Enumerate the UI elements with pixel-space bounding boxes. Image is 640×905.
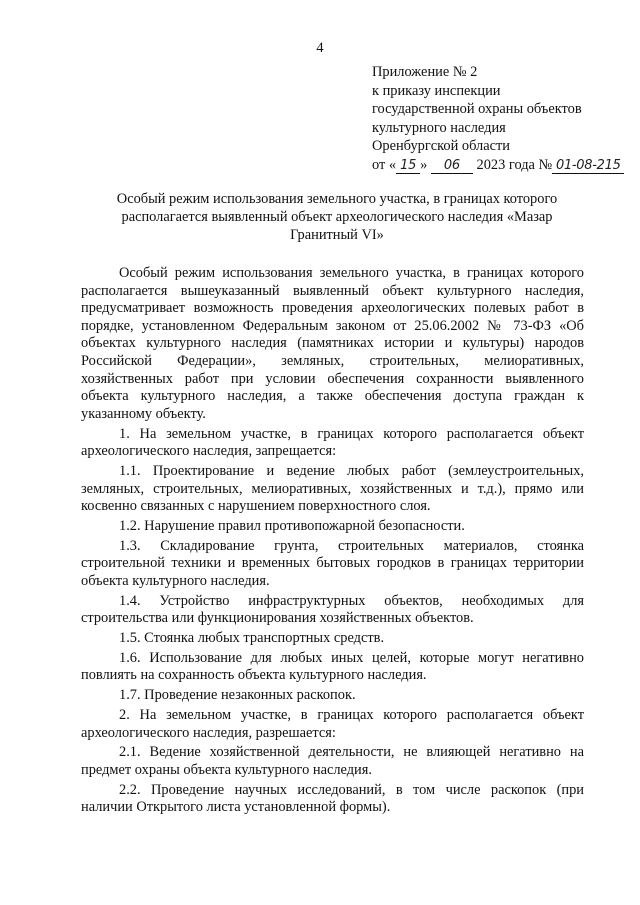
clause-1-7: 1.7. Проведение незаконных раскопок. — [119, 687, 356, 704]
clause-1-3: 1.3. Складирование грунта, строительных материалов, стоянка строительной техники и временных бытовых городков в границах территории объекта культурного наследия. — [81, 537, 584, 589]
date-day-handwritten: 15 — [396, 158, 420, 174]
date-year: 2023 года № — [476, 156, 553, 173]
appendix-block — [372, 63, 622, 174]
appendix-title: Приложение № 2 — [372, 64, 478, 80]
appendix-line: к приказу инспекции — [372, 82, 501, 99]
clause-1-6: 1.6. Использование для любых иных целей, которые могут негативно повлиять на сохранность объекта культурного наследия. — [81, 649, 584, 684]
clause-2-1: 2.1. Ведение хозяйственной деятельности, не влияющей негативно на предмет охраны объекта культурного наследия. — [81, 744, 584, 778]
appendix-line: культурного наследия — [372, 119, 506, 136]
clause-1-2: 1.2. Нарушение правил противопожарной безопасности. — [119, 517, 465, 534]
clause-1-4: 1.4. Устройство инфраструктурных объектов, необходимых для строительства или функционирования хозяйственных объектов. — [81, 592, 584, 627]
date-month-handwritten: 06 — [431, 158, 473, 174]
date-prefix: от « — [372, 156, 397, 173]
page-number: 4 — [316, 40, 324, 56]
document-body — [81, 265, 584, 819]
order-number-handwritten: 01-08-215 — [552, 158, 624, 174]
appendix-date-line — [372, 156, 622, 175]
appendix-line: государственной охраны объектов — [372, 101, 582, 117]
document-title: Особый режим использования земельного участка, в границах которого располагается выявленный объект археологического наследия «Мазар Гранитный VI» — [116, 191, 558, 243]
date-mid: » — [420, 156, 428, 173]
appendix-line: Оренбургской области — [372, 138, 510, 154]
clause-2-2: 2.2. Проведение научных исследований, в том числе раскопок (при наличии Открытого листа установленной формы). — [81, 781, 584, 816]
intro-paragraph: Особый режим использования земельного участка, в границах которого располагается вышеуказанный выявленный объект культурного наследия, предусматривает возможность проведения археологических полевых работ в порядке, установленном Федеральным законом от 25.06.2002 № 73-ФЗ «Об объектах культурного наследия (памятниках истории и культуры) народов Российской Федерации», земляных, строительных, мелиоративных, хозяйственных работ при условии обеспечения сохранности выявленного объекта культурного наследия, а также обеспечения доступа граждан к указанному объекту. — [81, 265, 584, 422]
clause-2: 2. На земельном участке, в границах которого располагается объект археологического наследия, разрешается: — [81, 706, 584, 741]
clause-1: 1. На земельном участке, в границах которого располагается объект археологического наследия, запрещается: — [81, 425, 584, 460]
clause-1-1: 1.1. Проектирование и ведение любых работ (землеустроительных, земляных, строительных, мелиоративных, хозяйственных и т.д.), прямо или косвенно связанных с нарушением поверхностного слоя. — [81, 462, 584, 515]
clause-1-5: 1.5. Стоянка любых транспортных средств. — [119, 630, 385, 646]
